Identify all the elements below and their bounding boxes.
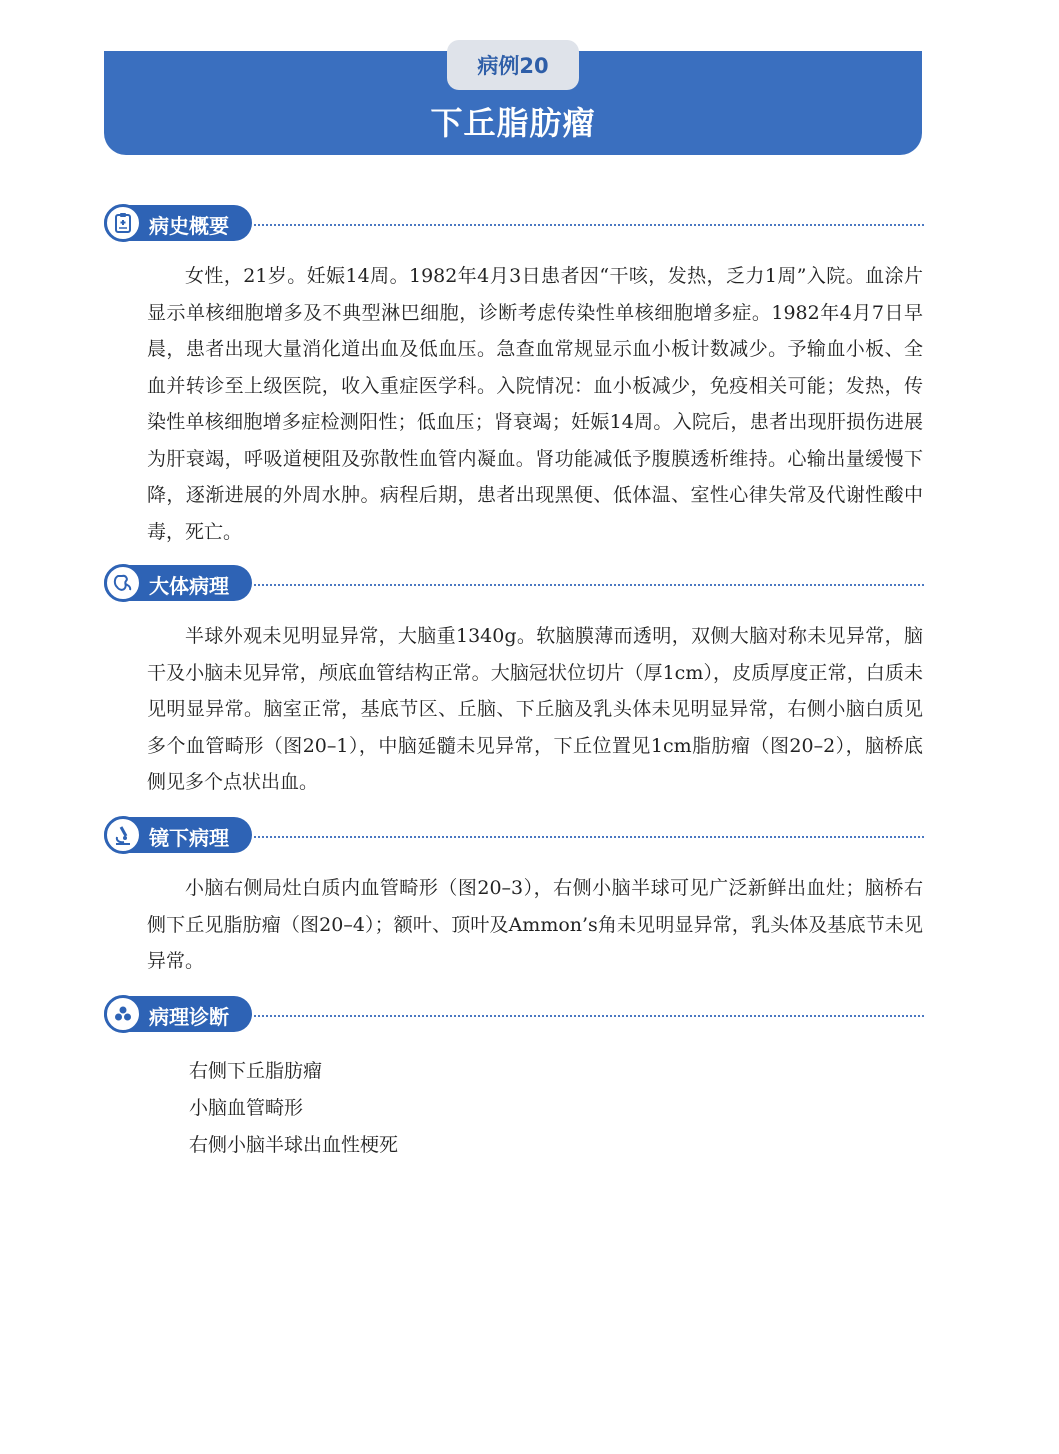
diagnosis-item: 小脑血管畸形 — [189, 1097, 304, 1119]
case-number: 病例20 — [477, 54, 549, 78]
microscope-icon — [104, 816, 142, 854]
cells-icon — [104, 995, 142, 1033]
micro-text: 小脑右侧局灶白质内血管畸形（图20–3），右侧小脑半球可见广泛新鲜出血灶；脑桥右侧下丘见脂肪瘤（图20–4）；额叶、顶叶及Ammon’s角未见明显异常，乳头体及基底节未见异常。 — [147, 877, 923, 972]
dotted-divider — [254, 836, 924, 838]
section-label: 病史概要 — [149, 214, 229, 238]
section-label: 镜下病理 — [149, 826, 229, 850]
section-label: 病理诊断 — [149, 1005, 229, 1029]
diagnosis-item: 右侧小脑半球出血性梗死 — [189, 1134, 399, 1156]
section-header-history — [104, 205, 924, 245]
dotted-divider — [254, 1015, 924, 1017]
history-text: 女性，21岁。妊娠14周。1982年4月3日患者因“干咳，发热，乏力1周”入院。血涂片显示单核细胞增多及不典型淋巴细胞，诊断考虑传染性单核细胞增多症。1982年4月7日早晨，患者出现大量消化道出血及低血压。急查血常规显示血小板计数减少。予输血小板、全血并转诊至上级医院，收入重症医学科。入院情况：血小板减少，免疫相关可能；发热，传染性单核细胞增多症检测阳性；低血压；肾衰竭；妊娠14周。入院后，患者出现肝损伤进展为肝衰竭，呼吸道梗阻及弥散性血管内凝血。肾功能减低予腹膜透析维持。心输出量缓慢下降，逐渐进展的外周水肿。病程后期，患者出现黑便、低体温、室性心律失常及代谢性酸中毒，死亡。 — [147, 265, 923, 543]
case-number-tab — [447, 40, 579, 90]
page-title: 下丘脂肪瘤 — [430, 104, 596, 142]
clipboard-icon — [104, 204, 142, 242]
organ-icon — [104, 564, 142, 602]
diagnosis-item: 右侧下丘脂肪瘤 — [189, 1060, 323, 1082]
section-label: 大体病理 — [149, 574, 229, 598]
dotted-divider — [254, 584, 924, 586]
gross-text: 半球外观未见明显异常，大脑重1340g。软脑膜薄而透明，双侧大脑对称未见异常，脑干及小脑未见异常，颅底血管结构正常。大脑冠状位切片（厚1cm），皮质厚度正常，白质未见明显异常。脑室正常，基底节区、丘脑、下丘脑及乳头体未见明显异常，右侧小脑白质见多个血管畸形（图20–1），中脑延髓未见异常，下丘位置见1cm脂肪瘤（图20–2），脑桥底侧见多个点状出血。 — [147, 625, 923, 793]
dotted-divider — [254, 224, 924, 226]
section-header-diagnosis — [104, 996, 924, 1036]
section-header-gross — [104, 565, 924, 605]
section-header-micro — [104, 817, 924, 857]
